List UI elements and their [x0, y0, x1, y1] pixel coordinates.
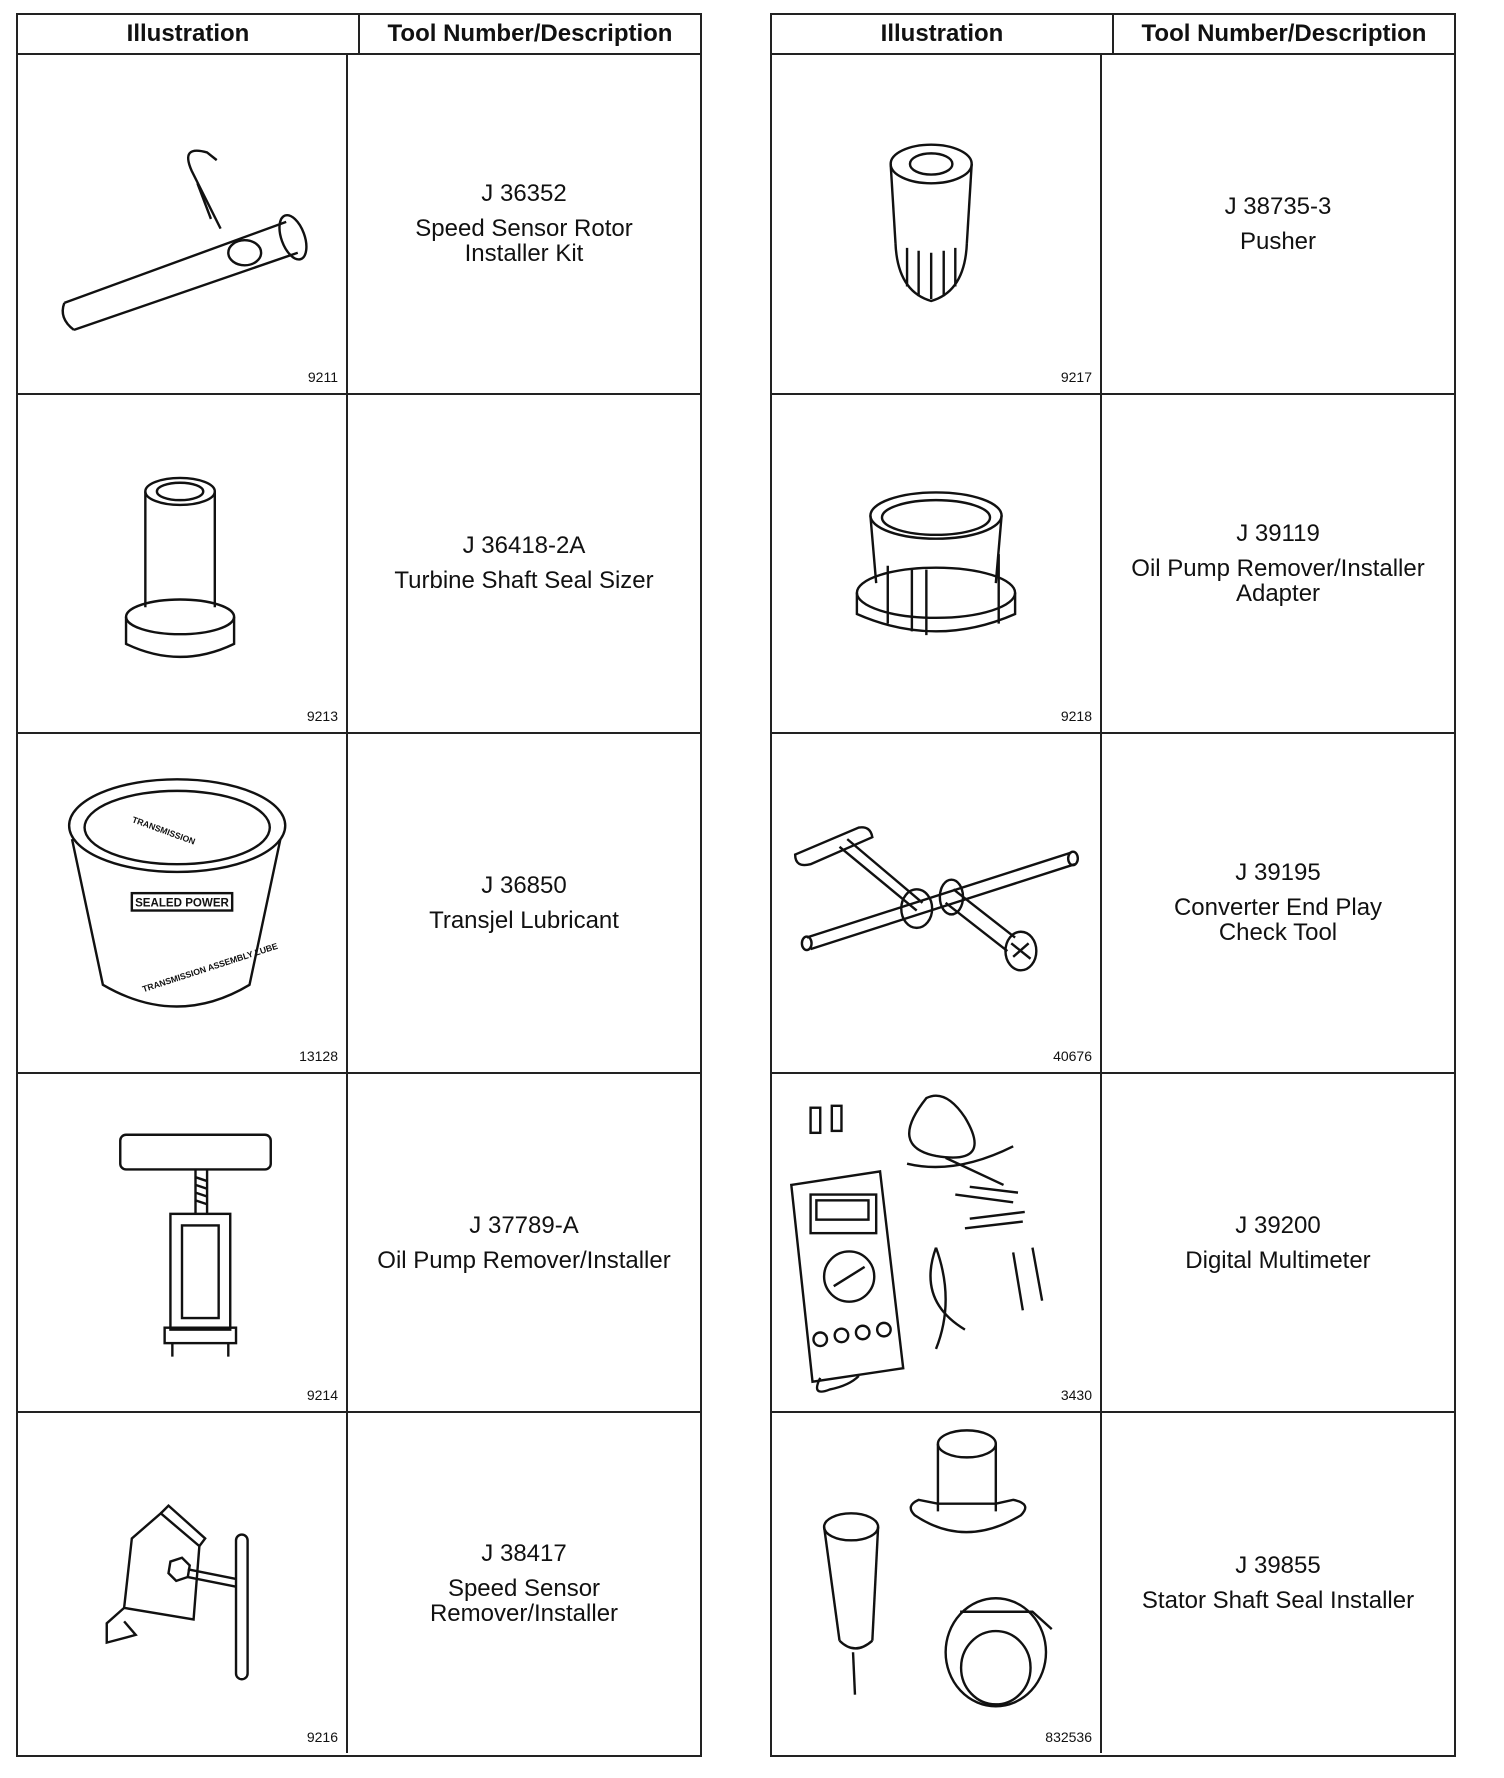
figure-number: 832536 [1045, 1728, 1092, 1745]
table-row [18, 1413, 700, 1753]
bracket-tool-icon [18, 1413, 346, 1753]
table-row [18, 395, 700, 735]
illustration-cell [772, 734, 1100, 1072]
table-row [772, 55, 1454, 395]
table-row [772, 1413, 1454, 1753]
description-cell [1100, 395, 1454, 733]
description-cell [346, 1413, 700, 1753]
tool-number: J 36418-2A [462, 532, 586, 560]
description-cell [346, 395, 700, 733]
illustration-cell [18, 55, 346, 393]
description-cell [1100, 55, 1454, 393]
figure-number: 9216 [306, 1728, 338, 1745]
figure-number: 13128 [299, 1047, 338, 1064]
t-handle-tool-icon [772, 734, 1100, 1072]
illustration-cell [772, 55, 1100, 393]
screw-press-icon [18, 1074, 346, 1412]
description-cell [346, 1074, 700, 1412]
header-tool-number: Tool Number/Description [1112, 15, 1454, 53]
illustration-cell [18, 734, 346, 1072]
pusher-icon [772, 55, 1100, 393]
illustration-cell [772, 1413, 1100, 1753]
illustration-cell [18, 1074, 346, 1412]
description-cell [346, 55, 700, 393]
sizer-icon [18, 395, 346, 733]
description-cell [1100, 1074, 1454, 1412]
figure-number: 3430 [1060, 1387, 1092, 1404]
tool-description: Converter End Play Check Tool [1173, 894, 1383, 947]
tool-description: Pusher [1239, 227, 1317, 255]
tool-number: J 37789-A [469, 1211, 579, 1239]
tool-number: J 36850 [481, 871, 567, 899]
illustration-cell [18, 1413, 346, 1753]
tool-number: J 36352 [481, 180, 567, 208]
figure-number: 9217 [1060, 368, 1092, 385]
tool-table-left [16, 13, 702, 1757]
header-tool-number: Tool Number/Description [358, 15, 700, 53]
tool-number: J 38735-3 [1224, 192, 1332, 220]
tub-body-label: TRANSMISSION ASSEMBLY LUBE [141, 940, 280, 995]
tool-description: Transjel Lubricant [429, 906, 619, 934]
header-illustration: Illustration [880, 20, 1004, 47]
tool-number: J 39195 [1235, 859, 1321, 887]
figure-number: 9213 [306, 708, 338, 725]
tool-description: Stator Shaft Seal Installer [1141, 1587, 1415, 1615]
table-row [18, 55, 700, 395]
figure-number: 9218 [1060, 708, 1092, 725]
illustration-cell [772, 1074, 1100, 1412]
tool-number: J 39855 [1235, 1552, 1321, 1580]
tub-lid-label: TRANSMISSION [130, 814, 197, 847]
tub-band-label: SEALED POWER [135, 897, 229, 910]
tool-description: Turbine Shaft Seal Sizer [394, 567, 654, 595]
tool-description: Oil Pump Remover/Installer Adapter [1131, 554, 1425, 607]
tool-description: Speed Sensor Remover/Installer [429, 1574, 619, 1627]
figure-number: 9214 [306, 1387, 338, 1404]
multimeter-icon [772, 1074, 1100, 1412]
illustration-cell [772, 395, 1100, 733]
description-cell [1100, 1413, 1454, 1753]
adapter-icon [772, 395, 1100, 733]
tool-number: J 39200 [1235, 1211, 1321, 1239]
tube-hook-icon [18, 55, 346, 393]
tool-number: J 39119 [1236, 519, 1320, 547]
table-header [772, 15, 1454, 55]
tool-number: J 38417 [481, 1539, 567, 1567]
description-cell [346, 734, 700, 1072]
description-cell [1100, 734, 1454, 1072]
table-header [18, 15, 700, 55]
tool-table-right [770, 13, 1456, 1757]
figure-number: 9211 [307, 368, 338, 385]
table-row [772, 395, 1454, 735]
installer-set-icon [772, 1413, 1100, 1753]
tool-description: Oil Pump Remover/Installer [377, 1246, 671, 1274]
header-illustration: Illustration [126, 20, 250, 47]
tool-description: Speed Sensor Rotor Installer Kit [415, 215, 633, 268]
figure-number: 40676 [1053, 1047, 1092, 1064]
tub-icon [18, 734, 346, 1072]
table-row [772, 734, 1454, 1074]
table-row [18, 734, 700, 1074]
illustration-cell [18, 395, 346, 733]
table-row [772, 1074, 1454, 1414]
tool-description: Digital Multimeter [1185, 1246, 1371, 1274]
table-row [18, 1074, 700, 1414]
